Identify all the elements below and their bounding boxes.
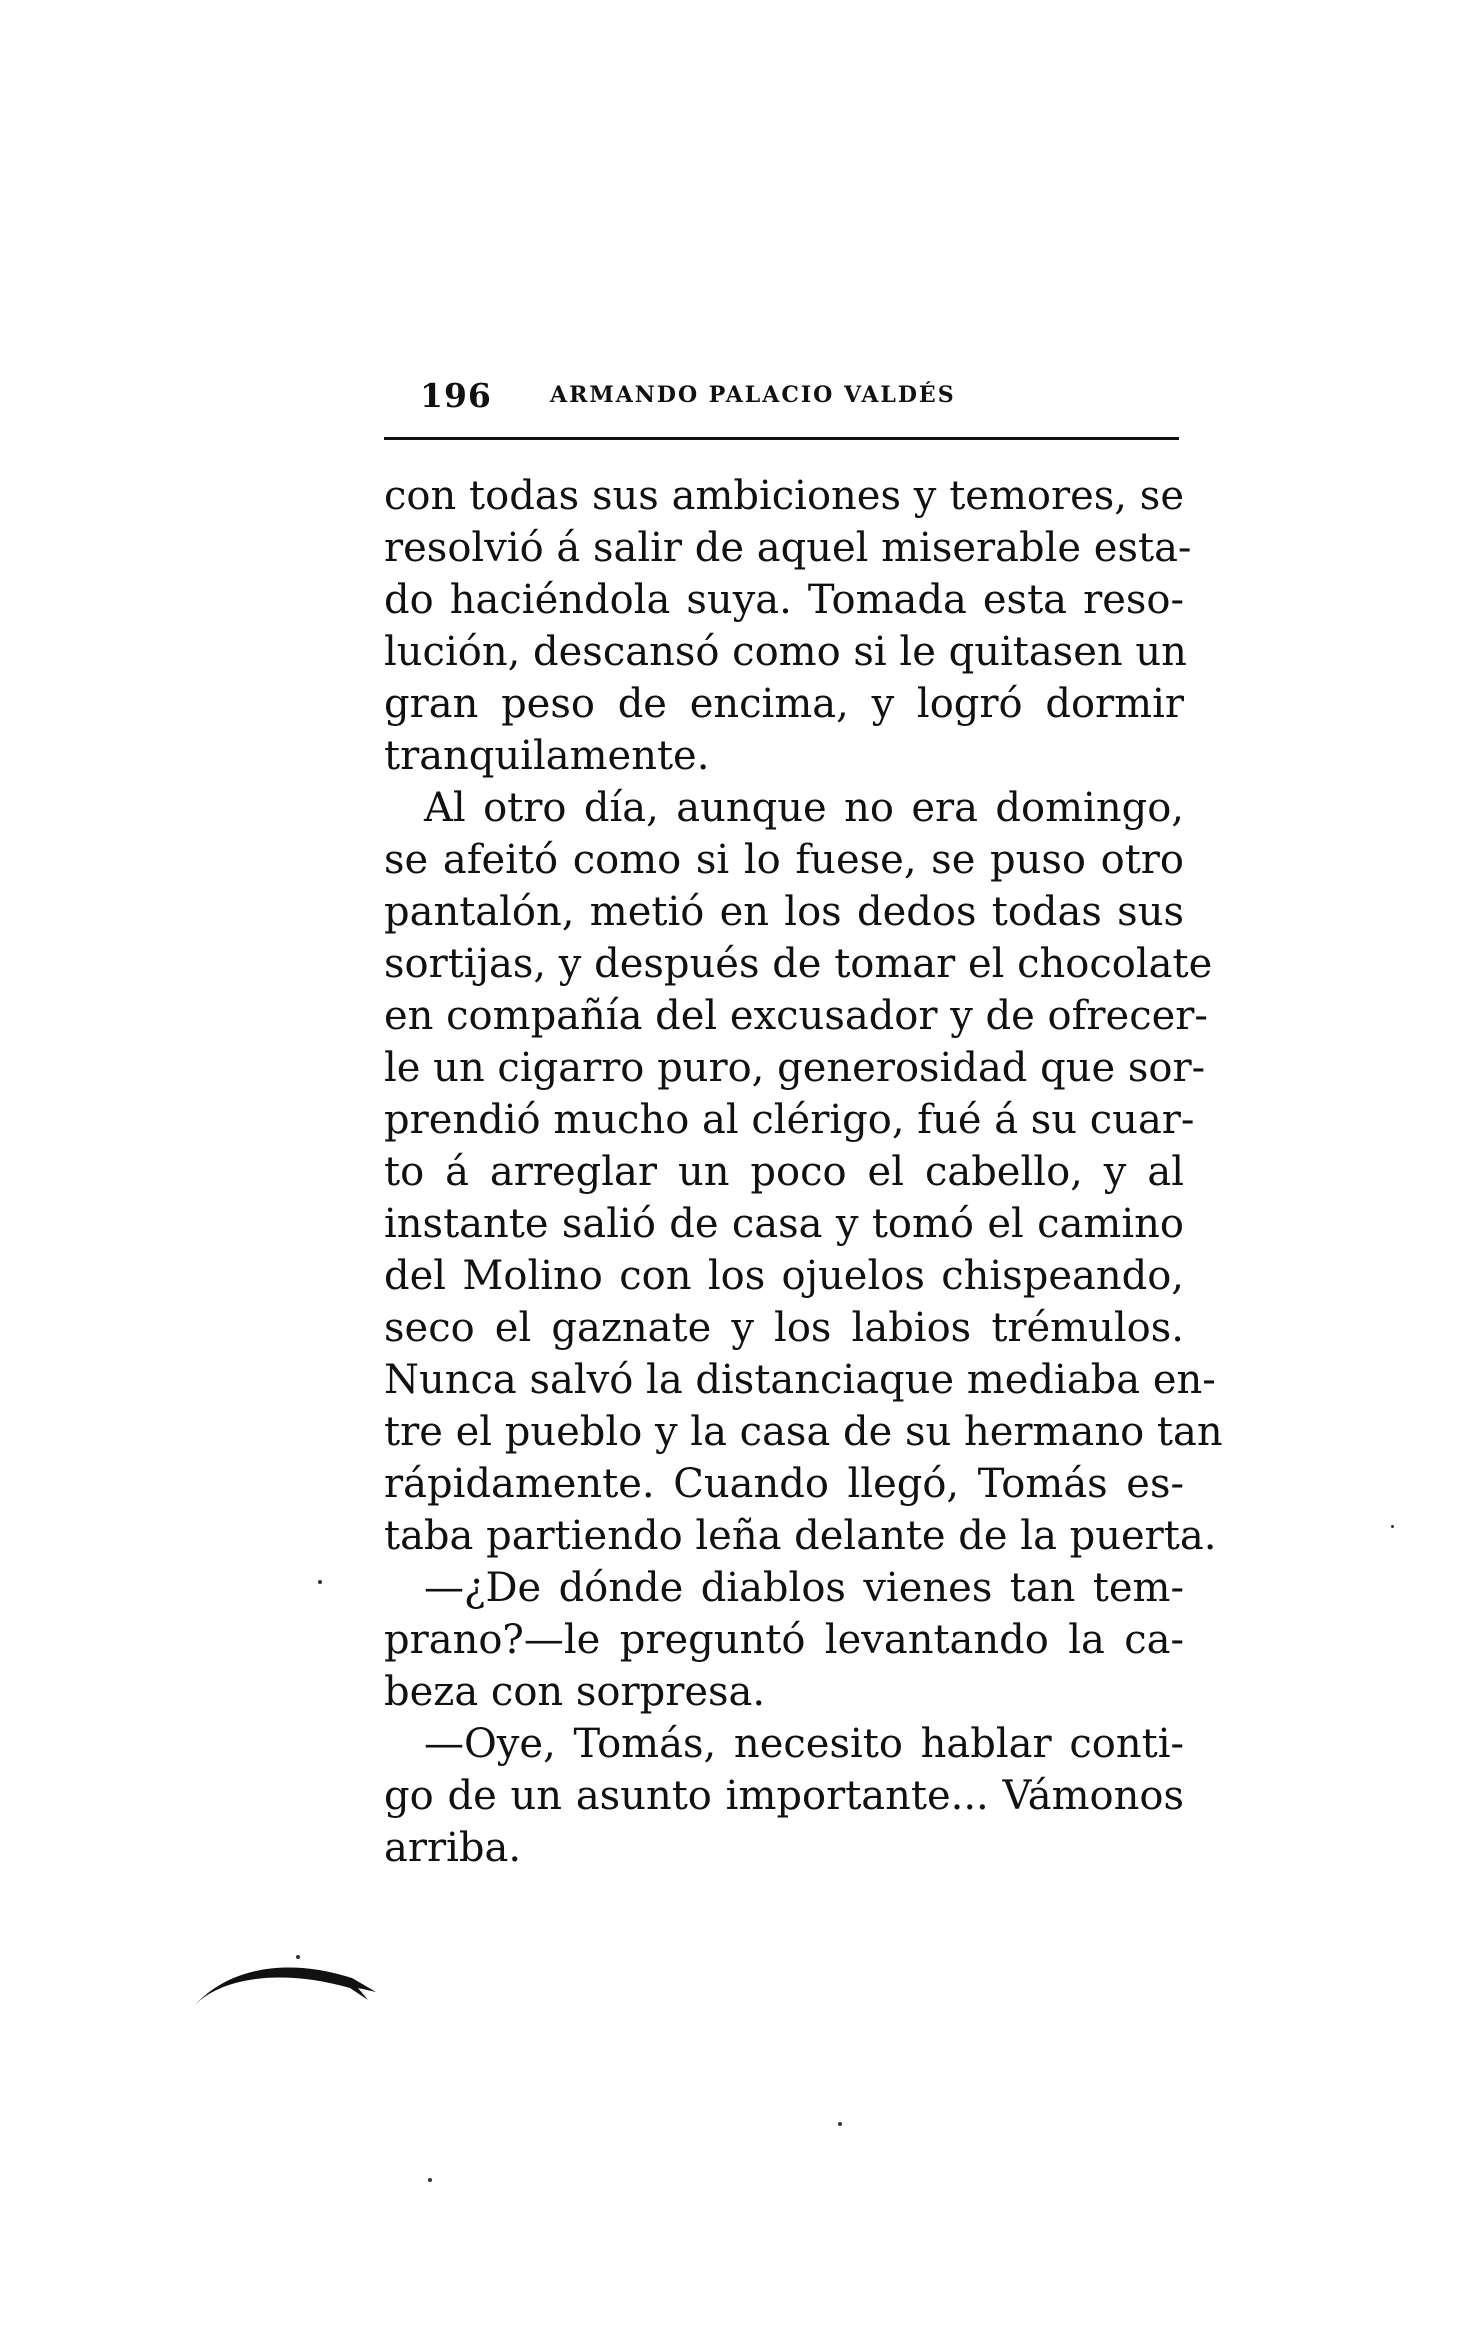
text-line: beza con sorpresa. (384, 1669, 766, 1715)
running-head-author: ARMANDO PALACIO VALDÉS (550, 382, 956, 408)
text-line: tranquilamente. (384, 733, 710, 779)
ink-speck (428, 2178, 432, 2182)
page-number: 196 (420, 376, 492, 415)
text-line: —Oye, Tomás, necesito hablar conti- (424, 1721, 1184, 1767)
text-line: to á arreglar un poco el cabello, y al (384, 1149, 1184, 1195)
text-line: le un cigarro puro, generosidad que sor- (384, 1045, 1206, 1091)
ink-speck (296, 1955, 300, 1959)
text-line: prendió mucho al clérigo, fué á su cuar- (384, 1097, 1195, 1143)
text-line: Al otro día, aunque no era domingo, (424, 785, 1184, 831)
ink-speck (318, 1580, 322, 1584)
text-line: seco el gaznate y los labios trémulos. (384, 1305, 1184, 1351)
text-line: tre el pueblo y la casa de su hermano tan (384, 1409, 1223, 1455)
text-line: do haciéndola suya. Tomada esta reso- (384, 577, 1184, 623)
text-line: instante salió de casa y tomó el camino (384, 1201, 1184, 1247)
text-line: arriba. (384, 1825, 522, 1871)
ornament-flourish (190, 1948, 390, 2018)
running-head (410, 376, 1190, 420)
ink-speck (838, 2122, 842, 2126)
text-line: prano?—le preguntó levantando la ca- (384, 1617, 1184, 1663)
text-line: lución, descansó como si le quitasen un (384, 629, 1187, 675)
text-line: en compañía del excusador y de ofrecer- (384, 993, 1208, 1039)
text-line: go de un asunto importante... Vámonos (384, 1773, 1184, 1819)
text-line: resolvió á salir de aquel miserable esta- (384, 525, 1192, 571)
header-rule (384, 437, 1179, 440)
text-line: gran peso de encima, y logró dormir (384, 681, 1184, 727)
ink-speck (1391, 1525, 1394, 1528)
text-line: pantalón, metió en los dedos todas sus (384, 889, 1184, 935)
text-line: rápidamente. Cuando llegó, Tomás es- (384, 1461, 1184, 1507)
text-line: Nunca salvó la distanciaque mediaba en- (384, 1357, 1216, 1403)
text-line: —¿De dónde diablos vienes tan tem- (424, 1565, 1184, 1611)
text-line: sortijas, y después de tomar el chocolate (384, 941, 1213, 987)
text-line: taba partiendo leña delante de la puerta. (384, 1513, 1217, 1559)
text-line: con todas sus ambiciones y temores, se (384, 473, 1184, 519)
body-text (384, 470, 1223, 1874)
text-line: del Molino con los ojuelos chispeando, (384, 1253, 1184, 1299)
text-line: se afeitó como si lo fuese, se puso otro (384, 837, 1184, 883)
